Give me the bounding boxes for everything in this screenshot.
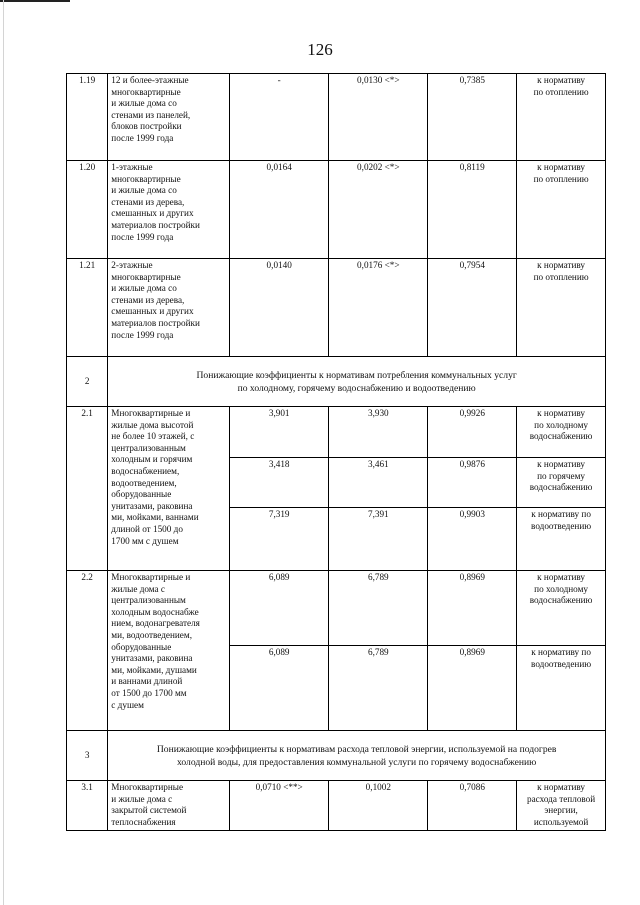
coefficient-cell: 0,8119	[428, 161, 517, 259]
section-header-row	[67, 357, 606, 407]
value-cell: 6,789	[329, 646, 428, 731]
coefficient-cell: 0,8969	[428, 571, 517, 646]
row-description: 1-этажные многоквартирные и жилые дома со стенами из дерева, смешанных и других материалов постройки после 1999 года	[108, 161, 230, 259]
coefficients-table	[66, 73, 606, 831]
value-cell: 0,0202 <*>	[329, 161, 428, 259]
value-cell: 3,461	[329, 458, 428, 508]
value-cell: 3,901	[230, 407, 329, 458]
value-cell: 7,319	[230, 508, 329, 571]
coefficient-cell: 0,7385	[428, 74, 517, 161]
note-cell: к нормативу по водоотведению	[517, 646, 606, 731]
value-cell: 3,418	[230, 458, 329, 508]
value-cell: 7,391	[329, 508, 428, 571]
value-cell: 0,1002	[329, 781, 428, 831]
note-cell: к нормативу по холодному водоснабжению	[517, 407, 606, 458]
note-cell: к нормативу по отоплению	[517, 161, 606, 259]
row-number: 1.19	[67, 74, 108, 161]
section-title: Понижающие коэффициенты к нормативам расхода тепловой энергии, используемой на подогрев холодной воды, для предоставления коммунальной услуги по горячему водоснабжению	[108, 731, 606, 781]
top-edge-rule	[0, 0, 70, 2]
row-number: 2.2	[67, 571, 108, 731]
section-header-row	[67, 731, 606, 781]
table-row	[67, 781, 606, 831]
value-cell: 6,789	[329, 571, 428, 646]
row-description: 2-этажные многоквартирные и жилые дома со стенами из дерева, смешанных и других материалов постройки после 1999 года	[108, 259, 230, 357]
row-number: 1.21	[67, 259, 108, 357]
row-number: 3.1	[67, 781, 108, 831]
row-description: 12 и более-этажные многоквартирные и жилые дома со стенами из панелей, блоков постройки после 1999 года	[108, 74, 230, 161]
note-cell: к нормативу по отоплению	[517, 74, 606, 161]
section-number: 3	[67, 731, 108, 781]
value-cell: 0,0710 <**>	[230, 781, 329, 831]
note-cell: к нормативу расхода тепловой энергии, используемой	[517, 781, 606, 831]
value-cell: 6,089	[230, 571, 329, 646]
row-description: Многоквартирные и жилые дома с закрытой системой теплоснабжения	[108, 781, 230, 831]
coefficient-cell: 0,7954	[428, 259, 517, 357]
coefficient-cell: 0,9926	[428, 407, 517, 458]
coefficient-cell: 0,9876	[428, 458, 517, 508]
note-cell: к нормативу по горячему водоснабжению	[517, 458, 606, 508]
section-title: Понижающие коэффициенты к нормативам потребления коммунальных услуг по холодному, горячему водоснабжению и водоотведению	[108, 357, 606, 407]
note-cell: к нормативу по водоотведению	[517, 508, 606, 571]
row-number: 1.20	[67, 161, 108, 259]
coefficient-cell: 0,7086	[428, 781, 517, 831]
value-cell: 6,089	[230, 646, 329, 731]
note-cell: к нормативу по холодному водоснабжению	[517, 571, 606, 646]
value-cell: 3,930	[329, 407, 428, 458]
value-cell: 0,0176 <*>	[329, 259, 428, 357]
table-row	[67, 571, 606, 646]
table-row	[67, 259, 606, 357]
page-number: 126	[307, 40, 333, 59]
table-row	[67, 74, 606, 161]
section-number: 2	[67, 357, 108, 407]
table-row	[67, 161, 606, 259]
row-description: Многоквартирные и жилые дома с централизованным холодным водоснабже нием, водонагревателя ми, водоотведением, оборудованные унитазами, раковина ми, мойками, душами и ваннами длиной от 1500 до 1700 мм с душем	[108, 571, 230, 731]
coefficient-cell: 0,8969	[428, 646, 517, 731]
value-cell: 0,0140	[230, 259, 329, 357]
value-cell: 0,0164	[230, 161, 329, 259]
table-row	[67, 407, 606, 458]
left-edge-rule	[3, 0, 4, 905]
coefficient-cell: 0,9903	[428, 508, 517, 571]
value-cell: -	[230, 74, 329, 161]
value-cell: 0,0130 <*>	[329, 74, 428, 161]
row-description: Многоквартирные и жилые дома высотой не более 10 этажей, с централизованным холодным и горячим водоснабжением, водоотведением, оборудованные унитазами, раковина ми, мойками, ваннами длиной от 1500 до 1700 мм с душем	[108, 407, 230, 571]
row-number: 2.1	[67, 407, 108, 571]
note-cell: к нормативу по отоплению	[517, 259, 606, 357]
